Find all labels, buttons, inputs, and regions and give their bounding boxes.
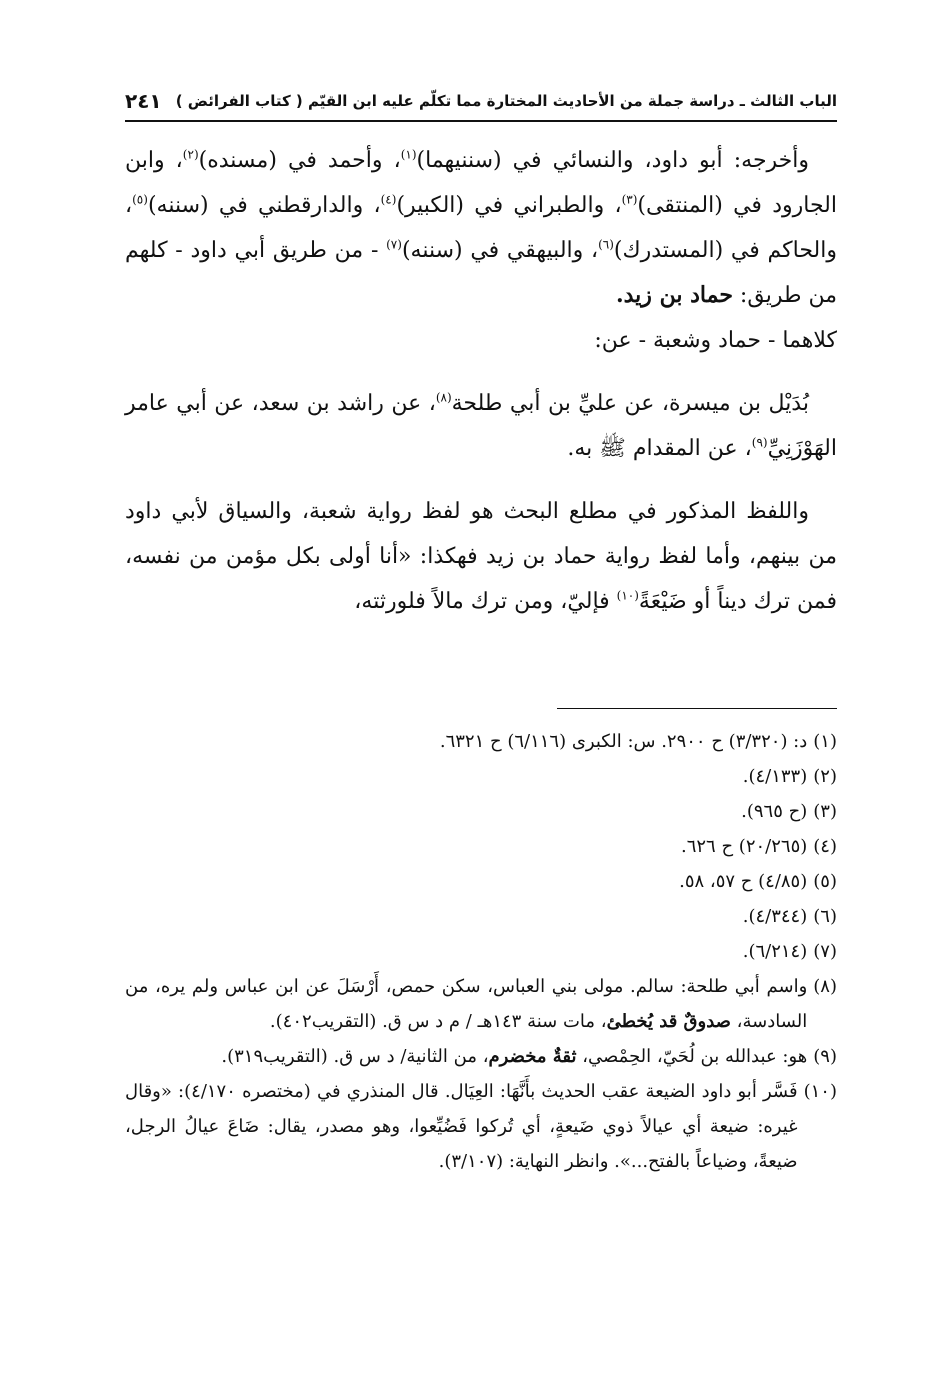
footnotes bbox=[125, 724, 837, 1179]
text-run: فإليّ، ومن ترك مالاً فلورثته، bbox=[354, 589, 617, 614]
footnote-4 bbox=[125, 829, 837, 864]
footnote-ref: (٢) bbox=[182, 147, 199, 162]
text-run: ، من الثانية/ د س ق. (التقريب٣١٩). bbox=[221, 1046, 489, 1067]
text-run: ، وابن الجارود في (المنتقى) bbox=[125, 148, 837, 218]
footnote-5 bbox=[125, 864, 837, 899]
text-run: ، مات سنة ١٤٣هـ / م د س ق. (التقريب٤٠٢). bbox=[269, 1011, 607, 1032]
footnote-7 bbox=[125, 934, 837, 969]
footnote-ref: (٧) bbox=[386, 237, 402, 252]
footnote-number: (٣) bbox=[813, 801, 837, 822]
main-text bbox=[125, 138, 837, 624]
text-run: وأخرجه: أبو داود، والنسائي في (سننيهما) bbox=[416, 148, 810, 173]
footnote-text: (٤/١٣٣). bbox=[742, 766, 808, 787]
footnote-number: (٥) bbox=[813, 871, 837, 892]
narrator-name-bold: حماد بن زيد. bbox=[615, 282, 733, 308]
footnote-text: (ح ٩٦٥). bbox=[741, 801, 808, 822]
text-run: ، والبيهقي في (سننه) bbox=[401, 238, 599, 263]
footnote-text bbox=[125, 1039, 807, 1074]
footnote-ref: (٤) bbox=[380, 192, 397, 207]
footnote-6 bbox=[125, 899, 837, 934]
paragraph-4 bbox=[125, 489, 837, 624]
footnote-text: (٤/٣٤٤). bbox=[742, 906, 808, 927]
footnote-number: (١) bbox=[813, 731, 837, 752]
text-run: واسم أبي طلحة: سالم. مولى بني العباس، سكن حمص، أَرْسَلَ عن ابن عباس ولم يره، من السادسة، bbox=[125, 976, 808, 1032]
footnote-number: (٤) bbox=[813, 836, 837, 857]
footnote-number: (٢) bbox=[813, 766, 837, 787]
footnote-number: (١٠) bbox=[803, 1081, 837, 1102]
text-run: بُدَيْل بن ميسرة، عن عليِّ بن أبي طلحة bbox=[451, 391, 809, 416]
running-header bbox=[125, 86, 837, 116]
footnote-text: د: (٣/٣٢٠) ح ٢٩٠٠. س: الكبرى (٦/١١٦) ح ٦٣٢١. bbox=[439, 731, 808, 752]
footnote-ref: (١) bbox=[400, 147, 417, 162]
text-run: ، والطبراني في (الكبير) bbox=[396, 193, 622, 218]
header-rule bbox=[125, 120, 837, 122]
footnote-text: فَسَّر أبو داود الضيعة عقب الحديث بأَنَّهَا: العِيَال. قال المنذري في (مختصره ٤/١٧٠): «وقال غيره: ضيعة أي عيالاً ذوي ضَيعةٍ، أي تُركوا فَضُيِّعوا، وهو مصدر، يقال: ضَاعَ عيالُ الرجل، ضيعةً، وضياعاً بالفتح...». وانظر النهاية: (٣/١٠٧). bbox=[125, 1081, 798, 1172]
footnote-text: (٦/٢١٤). bbox=[742, 941, 808, 962]
footnote-ref: (٦) bbox=[598, 237, 614, 252]
footnote-ref: (٨) bbox=[435, 390, 452, 405]
footnote-2 bbox=[125, 759, 837, 794]
footnote-number: (٧) bbox=[813, 941, 837, 962]
footnote-1 bbox=[125, 724, 837, 759]
footnote-9 bbox=[125, 1039, 837, 1074]
footnote-text: (٤/٨٥) ح ٥٧، ٥٨. bbox=[679, 871, 808, 892]
header-title: الباب الثالث ـ دراسة جملة من الأحاديث المختارة مما تكلّم عليه ابن القيّم ( كتاب الفرائض ) bbox=[175, 92, 837, 110]
text-run: هو: عبدالله بن لُحَيّ، الحِمْصي، bbox=[576, 1046, 808, 1067]
grading-bold: صدوقٌ قد يُخطئ bbox=[606, 1011, 731, 1032]
footnote-8 bbox=[125, 969, 837, 1039]
text-run: ، عن المقدام ﷺ به. bbox=[567, 436, 752, 461]
text-run: ، والحاكم في (المستدرك) bbox=[125, 193, 837, 263]
grading-bold: ثقةٌ مخضرم bbox=[488, 1046, 577, 1067]
footnote-number: (٨) bbox=[813, 976, 837, 997]
footnote-text: (٢٠/٢٦٥) ح ٦٢٦. bbox=[680, 836, 808, 857]
text-run: - من طريق أبي داود - كلهم من طريق: bbox=[125, 238, 837, 308]
text-run: ، والدارقطني في (سننه) bbox=[147, 193, 381, 218]
paragraph-1 bbox=[125, 138, 837, 318]
footnote-ref: (٣) bbox=[621, 192, 638, 207]
text-run: واللفظ المذكور في مطلع البحث هو لفظ رواية شعبة، والسياق لأبي داود من بينهم، وأما لفظ رواية حماد بن زيد فهكذا: «أنا أولى بكل مؤمن من نفسه، فمن ترك ديناً أو ضَيْعَةً bbox=[125, 499, 837, 614]
paragraph-3 bbox=[125, 381, 837, 471]
footnote-ref: (٩) bbox=[751, 435, 768, 450]
paragraph-2: كلاهما - حماد وشعبة - عن: bbox=[594, 328, 837, 353]
footnote-number: (٩) bbox=[813, 1046, 837, 1067]
footnote-10 bbox=[125, 1074, 837, 1179]
footnote-text bbox=[125, 969, 807, 1039]
footnote-3 bbox=[125, 794, 837, 829]
text-run: ، عن راشد بن سعد، عن أبي عامر الهَوْزَنِيِّ bbox=[125, 391, 837, 461]
footnote-ref: (٥) bbox=[132, 192, 148, 207]
footnote-ref: (١٠) bbox=[616, 588, 639, 603]
text-run: ، وأحمد في (مسنده) bbox=[198, 148, 401, 173]
footnote-number: (٦) bbox=[813, 906, 837, 927]
page-number: ٢٤١ bbox=[125, 89, 162, 113]
footnote-separator bbox=[557, 708, 837, 709]
